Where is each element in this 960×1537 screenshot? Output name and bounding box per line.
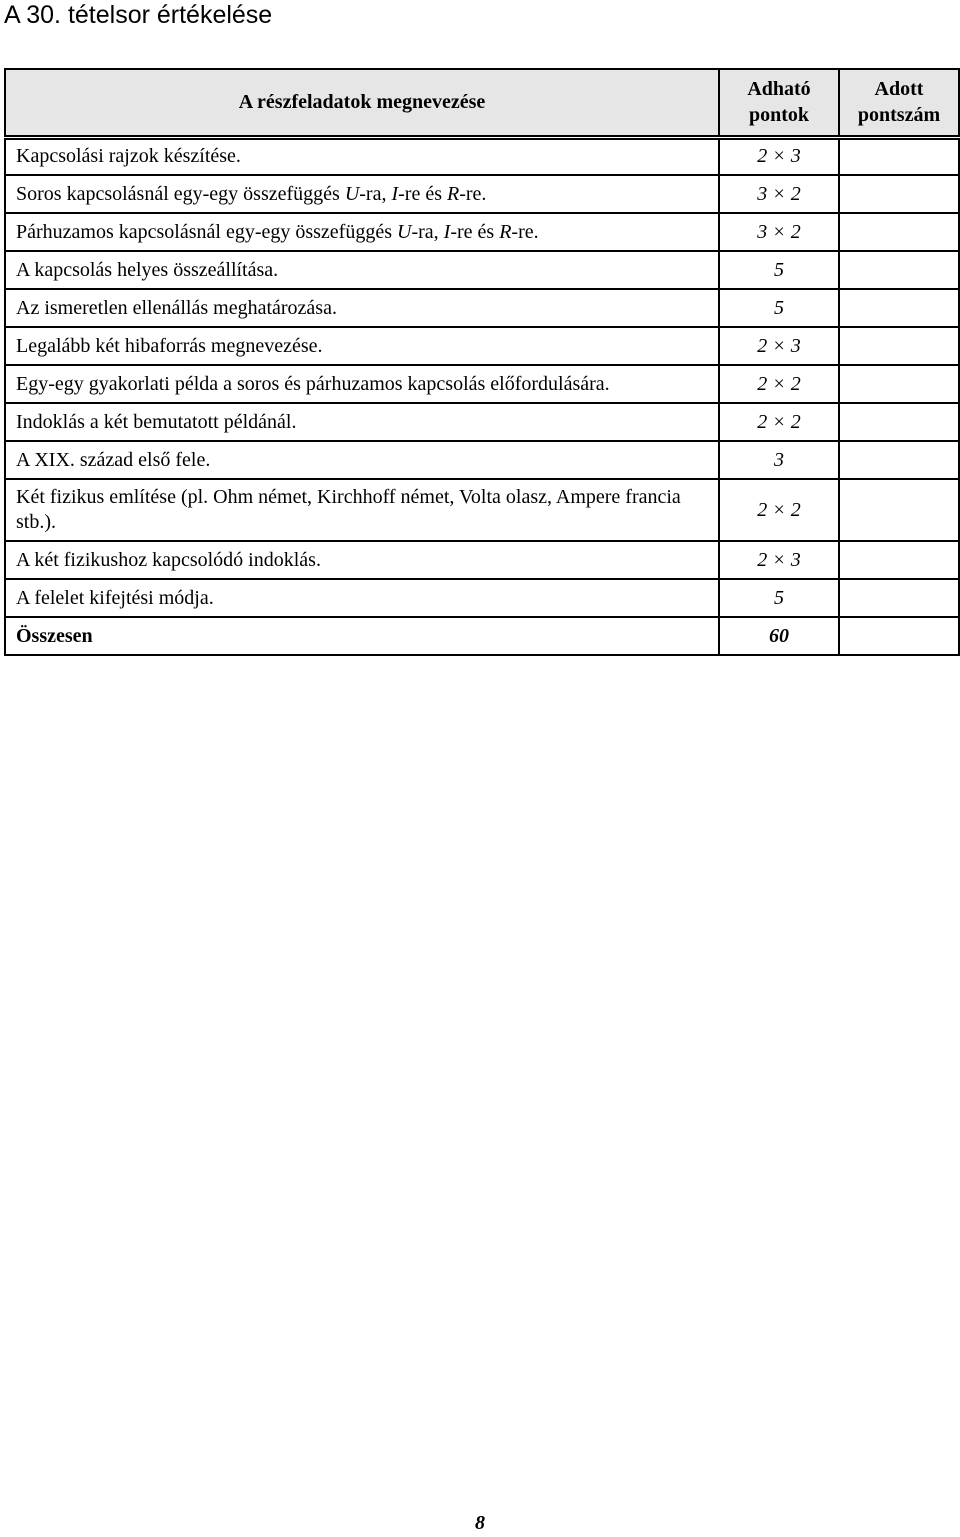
given-points-cell[interactable] [839, 327, 959, 365]
table-row [5, 251, 959, 289]
table-row [5, 289, 959, 327]
task-description: Indoklás a két bemutatott példánál. [5, 403, 719, 441]
max-points: 2 × 2 [719, 365, 839, 403]
given-points-cell[interactable] [839, 403, 959, 441]
table-row [5, 213, 959, 251]
page-number: 8 [475, 1512, 485, 1534]
table-row [5, 327, 959, 365]
physics-symbol: U [397, 220, 412, 243]
table-row [5, 579, 959, 617]
physics-symbol: U [344, 182, 360, 205]
header-task: A részfeladatok megnevezése [5, 69, 719, 137]
table-row [5, 441, 959, 479]
task-description: Legalább két hibaforrás megnevezése. [5, 327, 719, 365]
max-points: 2 × 3 [719, 541, 839, 579]
given-points-cell[interactable] [839, 289, 959, 327]
task-description: A kapcsolás helyes összeállítása. [5, 251, 719, 289]
total-row [5, 617, 959, 655]
task-description: A XIX. század első fele. [5, 441, 719, 479]
task-description: A két fizikushoz kapcsolódó indoklás. [5, 541, 719, 579]
given-points-cell[interactable] [839, 213, 959, 251]
table-header-row [5, 69, 959, 137]
task-description: Az ismeretlen ellenállás meghatározása. [5, 289, 719, 327]
header-max-points-line1: Adható [747, 78, 811, 101]
table-row [5, 541, 959, 579]
header-given-points [839, 69, 959, 137]
scoring-table [4, 68, 960, 656]
header-given-points-line2: pontszám [857, 104, 941, 127]
max-points: 3 × 2 [719, 175, 839, 213]
page-title: A 30. tételsor értékelése [4, 1, 273, 29]
table-row [5, 137, 959, 175]
max-points: 2 × 3 [719, 327, 839, 365]
physics-symbol: R [447, 182, 460, 205]
given-points-cell[interactable] [839, 175, 959, 213]
header-max-points-line2: pontok [748, 104, 810, 127]
given-points-cell[interactable] [839, 579, 959, 617]
header-max-points [719, 69, 839, 137]
max-points: 5 [719, 289, 839, 327]
max-points: 5 [719, 579, 839, 617]
header-given-points-line1: Adott [874, 78, 924, 101]
given-points-cell[interactable] [839, 441, 959, 479]
task-description: Két fizikus említése (pl. Ohm német, Kirchhoff német, Volta olasz, Ampere francia stb.). [5, 479, 719, 541]
given-points-cell[interactable] [839, 541, 959, 579]
given-points-cell[interactable] [839, 137, 959, 175]
max-points: 3 × 2 [719, 213, 839, 251]
task-description: Egy-egy gyakorlati példa a soros és párhuzamos kapcsolás előfordulására. [5, 365, 719, 403]
total-max-points: 60 [719, 617, 839, 655]
max-points: 2 × 3 [719, 137, 839, 175]
table-row [5, 479, 959, 541]
max-points: 5 [719, 251, 839, 289]
table-row [5, 365, 959, 403]
total-given-points-cell[interactable] [839, 617, 959, 655]
table-row [5, 403, 959, 441]
given-points-cell[interactable] [839, 479, 959, 541]
max-points: 2 × 2 [719, 403, 839, 441]
table-row [5, 175, 959, 213]
total-label: Összesen [5, 617, 719, 655]
task-description: Párhuzamos kapcsolásnál egy-egy összefüggés U-ra, I-re és R-re. [5, 213, 719, 251]
max-points: 3 [719, 441, 839, 479]
physics-symbol: R [499, 220, 512, 243]
task-description: Kapcsolási rajzok készítése. [5, 137, 719, 175]
physics-symbol: I [391, 182, 399, 205]
given-points-cell[interactable] [839, 365, 959, 403]
physics-symbol: I [443, 220, 451, 243]
task-description: A felelet kifejtési módja. [5, 579, 719, 617]
task-description: Soros kapcsolásnál egy-egy összefüggés U-ra, I-re és R-re. [5, 175, 719, 213]
max-points: 2 × 2 [719, 479, 839, 541]
given-points-cell[interactable] [839, 251, 959, 289]
